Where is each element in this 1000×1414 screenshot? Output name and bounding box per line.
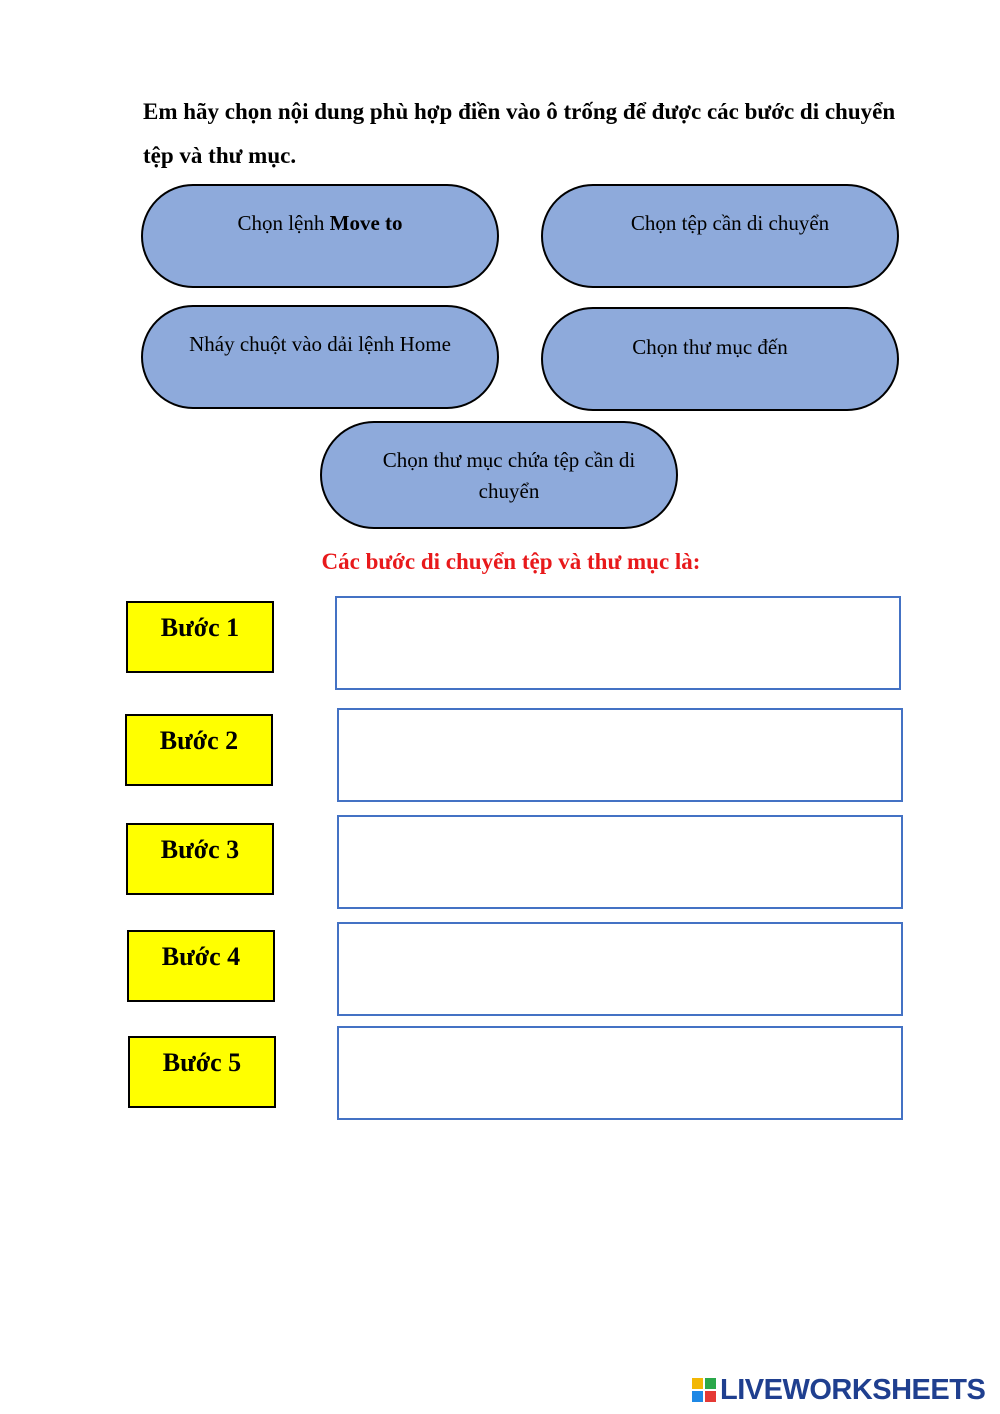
step-label-3: Bước 3	[126, 823, 274, 895]
logo-square	[692, 1378, 703, 1389]
option-label: Nháy chuột vào dải lệnh Home	[189, 332, 451, 356]
logo-icon	[692, 1378, 716, 1402]
option-click-home[interactable]	[141, 305, 499, 409]
step-label-5: Bước 5	[128, 1036, 276, 1108]
answer-box-1[interactable]	[335, 596, 901, 690]
option-source-folder[interactable]	[320, 421, 678, 529]
logo-square	[705, 1391, 716, 1402]
step-label-4: Bước 4	[127, 930, 275, 1002]
option-label: Chọn thư mục đến	[632, 335, 788, 359]
option-select-file[interactable]	[541, 184, 899, 288]
option-label: Chọn tệp cần di chuyển	[630, 211, 830, 235]
answer-box-4[interactable]	[337, 922, 903, 1016]
answer-box-3[interactable]	[337, 815, 903, 909]
answer-box-2[interactable]	[337, 708, 903, 802]
logo-square	[692, 1391, 703, 1402]
option-label: Chọn lệnh Move to	[237, 211, 403, 235]
steps-heading: Các bước di chuyển tệp và thư mục là:	[321, 549, 701, 574]
logo-text: LIVEWORKSHEETS	[720, 1373, 986, 1406]
option-destination-folder[interactable]	[541, 307, 899, 411]
step-label-2: Bước 2	[125, 714, 273, 786]
logo-square	[705, 1378, 716, 1389]
answer-box-5[interactable]	[337, 1026, 903, 1120]
step-label-1: Bước 1	[126, 601, 274, 673]
option-label: Chọn thư mục chứa tệp cần di chuyển	[382, 448, 636, 503]
option-move-to[interactable]	[141, 184, 499, 288]
liveworksheets-logo	[692, 1373, 985, 1407]
instruction-text: Em hãy chọn nội dung phù hợp điền vào ô trống để được các bước di chuyển tệp và thư mục.	[143, 99, 896, 168]
